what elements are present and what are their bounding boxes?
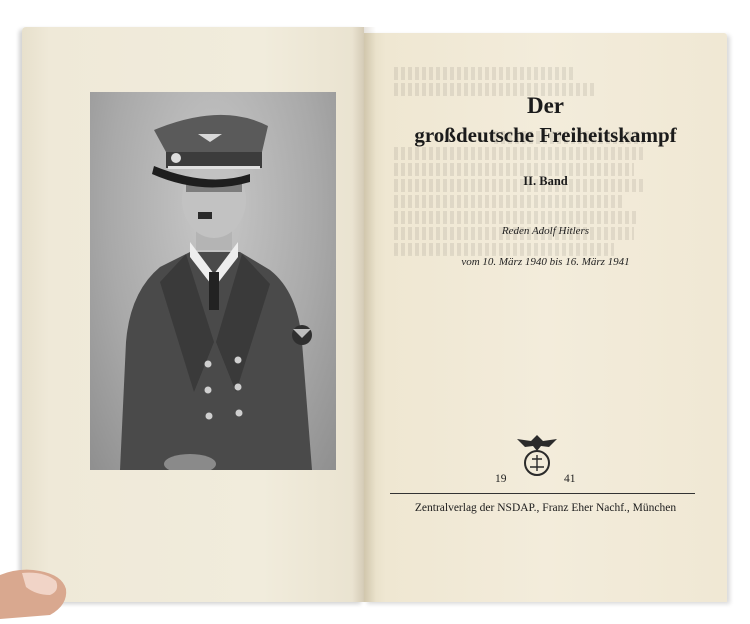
eagle-emblem-icon <box>515 431 559 479</box>
open-book <box>22 27 727 607</box>
title-line-1: Der <box>526 93 565 118</box>
publisher-line: Zentralverlag der NSDAP., Franz Eher Nachf., München <box>414 502 677 514</box>
year-right: 41 <box>564 473 576 485</box>
left-page <box>22 27 364 602</box>
thumb <box>0 565 70 619</box>
volume-label: II. Band <box>523 174 568 188</box>
date-range: vom 10. März 1940 bis 16. März 1941 <box>461 256 630 268</box>
subtitle: Reden Adolf Hitlers <box>501 225 590 237</box>
year-left: 19 <box>495 473 507 485</box>
portrait-photo <box>90 92 336 470</box>
title-line-2: großdeutsche Freiheitskampf <box>414 123 677 147</box>
divider-rule <box>390 493 695 494</box>
title-page <box>364 27 727 602</box>
